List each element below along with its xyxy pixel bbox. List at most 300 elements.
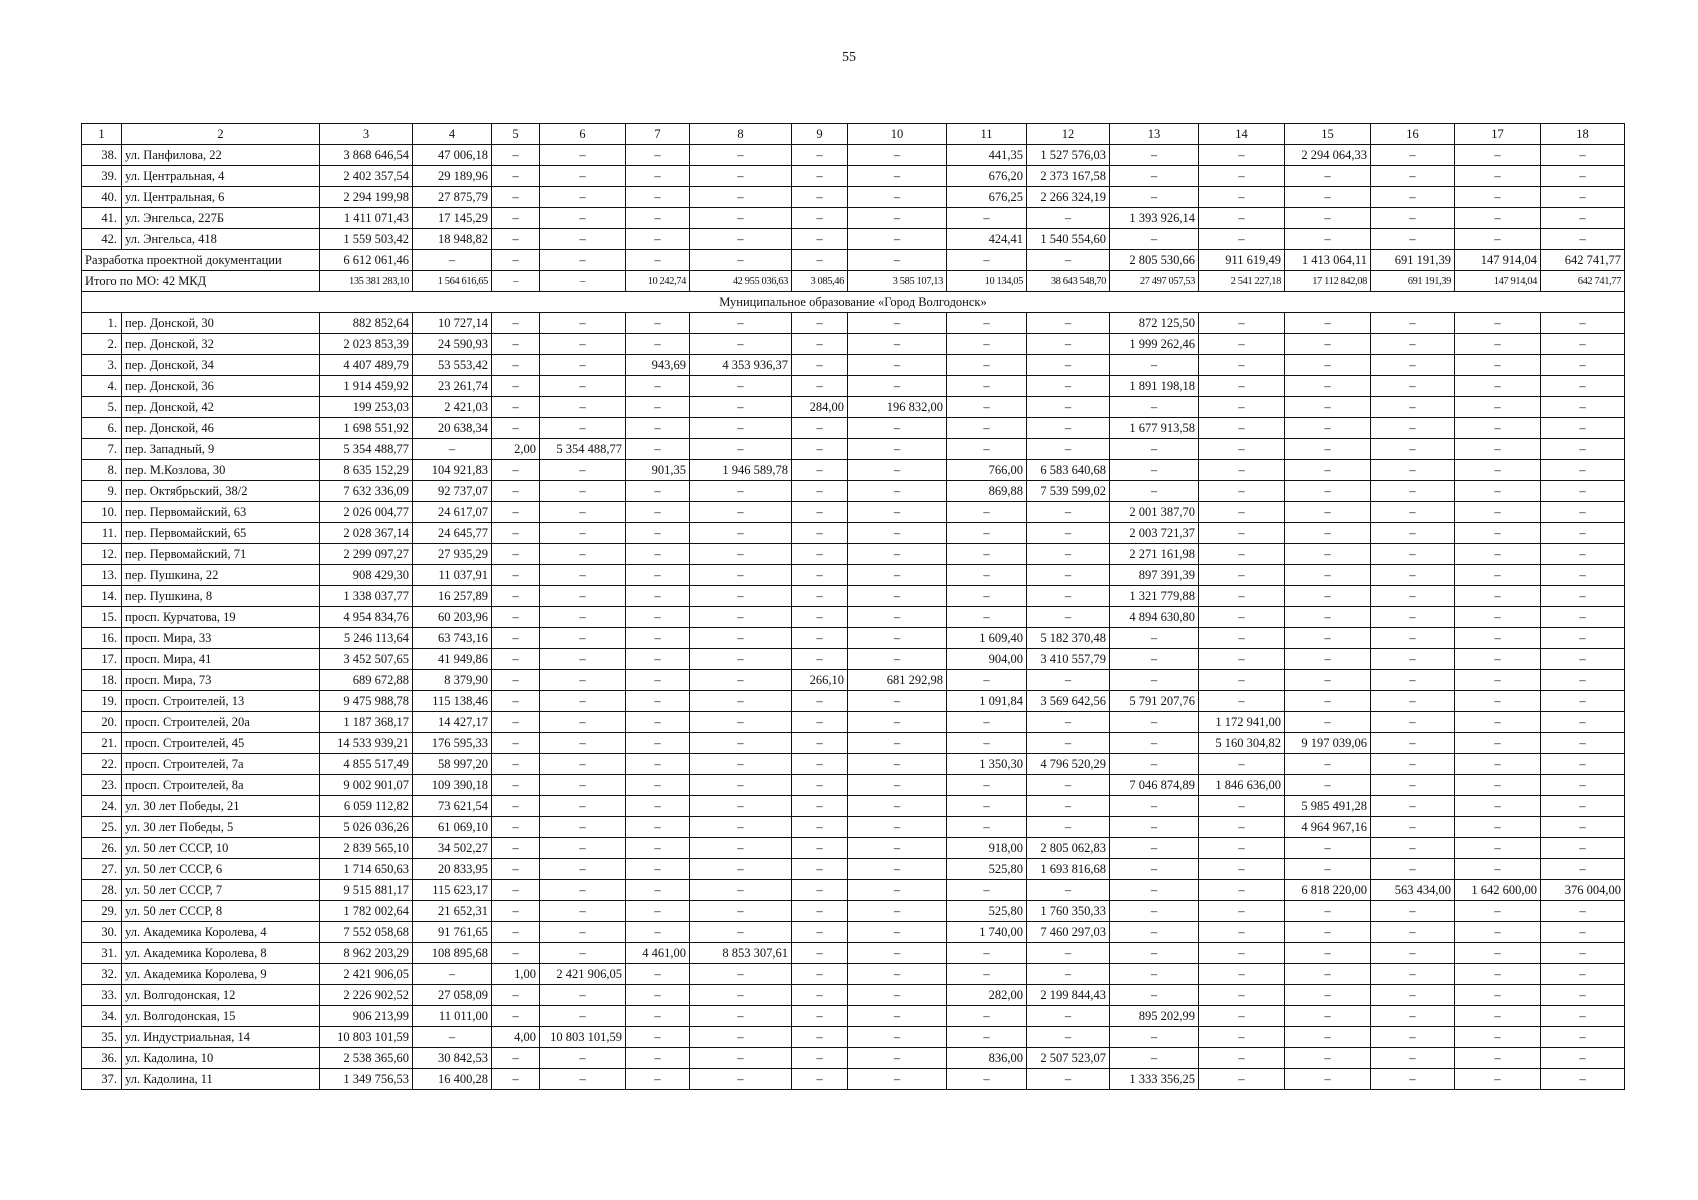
table-cell: 1 698 551,92	[320, 418, 413, 439]
table-cell: –	[540, 922, 626, 943]
table-cell: –	[792, 838, 848, 859]
address-cell: ул. Центральная, 6	[122, 187, 320, 208]
table-cell: –	[626, 502, 690, 523]
table-row	[82, 712, 1625, 733]
table-cell: –	[1027, 607, 1110, 628]
table-cell: –	[492, 838, 540, 859]
table-cell: –	[848, 145, 947, 166]
table-cell: 1 564 616,65	[413, 271, 492, 292]
column-number-cell: 16	[1371, 124, 1455, 145]
table-cell: –	[947, 1006, 1027, 1027]
table-cell: –	[848, 481, 947, 502]
row-index: 20.	[82, 712, 122, 733]
table-cell: –	[1455, 712, 1541, 733]
table-cell: –	[492, 859, 540, 880]
table-cell: –	[492, 691, 540, 712]
table-cell: 176 595,33	[413, 733, 492, 754]
address-cell: ул. Академика Королева, 8	[122, 943, 320, 964]
address-cell: просп. Строителей, 7а	[122, 754, 320, 775]
table-cell: –	[1199, 1048, 1285, 1069]
table-cell: –	[1199, 838, 1285, 859]
address-cell: ул. Академика Королева, 9	[122, 964, 320, 985]
table-cell: –	[1455, 964, 1541, 985]
address-cell: просп. Строителей, 20а	[122, 712, 320, 733]
table-cell: –	[848, 880, 947, 901]
table-cell: –	[848, 901, 947, 922]
table-cell: –	[540, 943, 626, 964]
table-cell: –	[1285, 376, 1371, 397]
table-cell: 691 191,39	[1371, 271, 1455, 292]
table-cell: –	[947, 376, 1027, 397]
address-cell: просп. Строителей, 13	[122, 691, 320, 712]
table-cell: –	[792, 901, 848, 922]
table-cell: –	[690, 481, 792, 502]
table-cell: 147 914,04	[1455, 250, 1541, 271]
table-cell: –	[492, 670, 540, 691]
table-cell: –	[1110, 712, 1199, 733]
table-cell: –	[1371, 208, 1455, 229]
table-cell: –	[1199, 607, 1285, 628]
table-cell: –	[947, 607, 1027, 628]
table-cell: 7 539 599,02	[1027, 481, 1110, 502]
table-cell: 53 553,42	[413, 355, 492, 376]
table-cell: –	[1541, 187, 1625, 208]
table-cell: 2 023 853,39	[320, 334, 413, 355]
table-cell: 2 199 844,43	[1027, 985, 1110, 1006]
table-row	[82, 985, 1625, 1006]
table-cell: 2 028 367,14	[320, 523, 413, 544]
table-cell: –	[690, 691, 792, 712]
table-cell: –	[1541, 1027, 1625, 1048]
row-index: 32.	[82, 964, 122, 985]
table-cell: –	[1285, 544, 1371, 565]
address-cell: просп. Мира, 73	[122, 670, 320, 691]
table-cell: –	[626, 1006, 690, 1027]
table-cell: –	[947, 208, 1027, 229]
table-cell: –	[540, 733, 626, 754]
table-cell: –	[540, 775, 626, 796]
table-cell: –	[1371, 922, 1455, 943]
table-cell: 196 832,00	[848, 397, 947, 418]
table-cell: 676,25	[947, 187, 1027, 208]
table-cell: –	[1455, 859, 1541, 880]
table-cell: –	[1455, 418, 1541, 439]
table-cell: 109 390,18	[413, 775, 492, 796]
table-row	[82, 901, 1625, 922]
table-cell: 1 321 779,88	[1110, 586, 1199, 607]
table-row	[82, 166, 1625, 187]
table-cell: –	[947, 964, 1027, 985]
row-index: 8.	[82, 460, 122, 481]
table-cell: –	[1455, 1069, 1541, 1090]
table-cell: –	[1199, 460, 1285, 481]
table-cell: –	[1371, 985, 1455, 1006]
table-cell: 199 253,03	[320, 397, 413, 418]
table-cell: –	[492, 313, 540, 334]
table-cell: –	[1371, 670, 1455, 691]
table-cell: –	[1541, 1069, 1625, 1090]
table-cell: 6 059 112,82	[320, 796, 413, 817]
table-cell: –	[1027, 565, 1110, 586]
table-cell: 108 895,68	[413, 943, 492, 964]
section-title: Муниципальное образование «Город Волгодонск»	[82, 292, 1625, 313]
table-cell: 1 349 756,53	[320, 1069, 413, 1090]
table-cell: –	[1455, 481, 1541, 502]
table-cell: 5 354 488,77	[320, 439, 413, 460]
table-cell: 30 842,53	[413, 1048, 492, 1069]
row-index: 6.	[82, 418, 122, 439]
table-cell: –	[492, 901, 540, 922]
table-cell: 284,00	[792, 397, 848, 418]
table-cell: –	[792, 733, 848, 754]
column-number-cell: 11	[947, 124, 1027, 145]
table-cell: 11 011,00	[413, 1006, 492, 1027]
table-cell: –	[1455, 628, 1541, 649]
table-row	[82, 754, 1625, 775]
table-cell: 681 292,98	[848, 670, 947, 691]
row-index: 33.	[82, 985, 122, 1006]
table-cell: –	[1285, 712, 1371, 733]
table-cell: –	[792, 418, 848, 439]
table-cell: –	[540, 859, 626, 880]
table-cell: –	[1541, 397, 1625, 418]
table-cell: –	[1371, 187, 1455, 208]
table-cell: –	[690, 796, 792, 817]
table-cell: –	[1541, 166, 1625, 187]
table-cell: –	[1285, 334, 1371, 355]
table-cell: 8 853 307,61	[690, 943, 792, 964]
table-cell: –	[690, 1027, 792, 1048]
table-cell: 2 421 906,05	[540, 964, 626, 985]
table-cell: –	[626, 439, 690, 460]
table-cell: –	[690, 397, 792, 418]
table-cell: –	[540, 985, 626, 1006]
table-cell: 2 294 199,98	[320, 187, 413, 208]
row-label: Разработка проектной документации	[82, 250, 320, 271]
table-row	[82, 607, 1625, 628]
table-cell: –	[540, 1006, 626, 1027]
table-cell: –	[1285, 586, 1371, 607]
table-cell: –	[1371, 586, 1455, 607]
table-cell: –	[1199, 985, 1285, 1006]
table-cell: –	[1199, 922, 1285, 943]
table-cell: –	[1371, 691, 1455, 712]
table-row	[82, 880, 1625, 901]
table-cell: –	[626, 985, 690, 1006]
table-cell: 897 391,39	[1110, 565, 1199, 586]
table-cell: –	[540, 460, 626, 481]
table-cell: –	[1285, 523, 1371, 544]
table-cell: –	[1285, 565, 1371, 586]
table-cell: –	[492, 271, 540, 292]
table-cell: –	[947, 544, 1027, 565]
table-cell: –	[1455, 1027, 1541, 1048]
table-cell: –	[947, 418, 1027, 439]
table-cell: –	[848, 502, 947, 523]
table-cell: –	[848, 691, 947, 712]
table-cell: 41 949,86	[413, 649, 492, 670]
table-cell: –	[1110, 166, 1199, 187]
table-cell: 7 632 336,09	[320, 481, 413, 502]
table-cell: –	[1371, 166, 1455, 187]
table-cell: –	[413, 250, 492, 271]
table-cell: –	[540, 1069, 626, 1090]
table-cell: –	[1110, 838, 1199, 859]
address-cell: ул. Энгельса, 418	[122, 229, 320, 250]
table-cell: 5 354 488,77	[540, 439, 626, 460]
table-cell: 6 818 220,00	[1285, 880, 1371, 901]
table-cell: –	[1541, 649, 1625, 670]
table-cell: 872 125,50	[1110, 313, 1199, 334]
table-cell: 2 271 161,98	[1110, 544, 1199, 565]
table-cell: –	[1455, 229, 1541, 250]
table-cell: –	[626, 544, 690, 565]
table-cell: –	[626, 649, 690, 670]
table-cell: –	[1110, 796, 1199, 817]
table-cell: 17 112 842,08	[1285, 271, 1371, 292]
address-cell: пер. Пушкина, 8	[122, 586, 320, 607]
table-cell: –	[492, 523, 540, 544]
table-cell: –	[1199, 565, 1285, 586]
table-cell: –	[792, 376, 848, 397]
table-cell: 2 373 167,58	[1027, 166, 1110, 187]
column-number-cell: 3	[320, 124, 413, 145]
table-cell: –	[848, 712, 947, 733]
table-cell: –	[540, 418, 626, 439]
table-cell: 1 946 589,78	[690, 460, 792, 481]
table-cell: –	[1541, 1048, 1625, 1069]
table-cell: 11 037,91	[413, 565, 492, 586]
table-cell: –	[1541, 607, 1625, 628]
table-cell: –	[1285, 607, 1371, 628]
table-cell: –	[1285, 1027, 1371, 1048]
table-cell: 5 182 370,48	[1027, 628, 1110, 649]
table-cell: –	[1371, 1069, 1455, 1090]
row-index: 35.	[82, 1027, 122, 1048]
table-cell: –	[1110, 439, 1199, 460]
table-cell: –	[848, 187, 947, 208]
table-cell: 4,00	[492, 1027, 540, 1048]
table-cell: –	[1541, 901, 1625, 922]
table-cell: –	[626, 166, 690, 187]
table-cell: 1 846 636,00	[1199, 775, 1285, 796]
table-cell: –	[690, 376, 792, 397]
table-cell: 1 411 071,43	[320, 208, 413, 229]
table-cell: –	[1541, 313, 1625, 334]
table-cell: –	[1110, 145, 1199, 166]
table-cell: –	[626, 187, 690, 208]
table-cell: –	[848, 1027, 947, 1048]
table-cell: 689 672,88	[320, 670, 413, 691]
table-cell: 9 197 039,06	[1285, 733, 1371, 754]
table-cell: –	[1285, 859, 1371, 880]
table-cell: –	[626, 712, 690, 733]
table-cell: 882 852,64	[320, 313, 413, 334]
table-cell: 17 145,29	[413, 208, 492, 229]
table-cell: –	[626, 670, 690, 691]
table-cell: –	[1285, 1069, 1371, 1090]
table-cell: 376 004,00	[1541, 880, 1625, 901]
table-cell: –	[848, 796, 947, 817]
table-cell: 47 006,18	[413, 145, 492, 166]
table-cell: 1 760 350,33	[1027, 901, 1110, 922]
table-cell: –	[1199, 796, 1285, 817]
table-cell: –	[1110, 964, 1199, 985]
table-cell: –	[1199, 481, 1285, 502]
table-cell: –	[540, 901, 626, 922]
table-cell: –	[792, 460, 848, 481]
row-index: 19.	[82, 691, 122, 712]
table-cell: –	[626, 607, 690, 628]
table-row	[82, 439, 1625, 460]
table-cell: –	[492, 187, 540, 208]
column-number-cell: 1	[82, 124, 122, 145]
table-cell: –	[1541, 838, 1625, 859]
address-cell: ул. Энгельса, 227Б	[122, 208, 320, 229]
table-cell: –	[1285, 964, 1371, 985]
table-cell: –	[690, 733, 792, 754]
table-cell: 1 333 356,25	[1110, 1069, 1199, 1090]
table-cell: 2 266 324,19	[1027, 187, 1110, 208]
table-cell: 1 740,00	[947, 922, 1027, 943]
table-cell: 1 642 600,00	[1455, 880, 1541, 901]
table-cell: –	[1199, 355, 1285, 376]
address-cell: ул. Индустриальная, 14	[122, 1027, 320, 1048]
table-cell: –	[1285, 901, 1371, 922]
table-cell: –	[1541, 229, 1625, 250]
table-cell: 282,00	[947, 985, 1027, 1006]
table-cell: –	[540, 649, 626, 670]
table-cell: –	[1285, 229, 1371, 250]
table-cell: –	[492, 229, 540, 250]
table-cell: –	[848, 208, 947, 229]
table-cell: –	[1199, 229, 1285, 250]
table-cell: –	[626, 628, 690, 649]
table-cell: 7 460 297,03	[1027, 922, 1110, 943]
table-cell: –	[690, 502, 792, 523]
table-cell: –	[1027, 544, 1110, 565]
table-cell: –	[848, 523, 947, 544]
table-cell: –	[1455, 355, 1541, 376]
table-cell: –	[626, 523, 690, 544]
table-cell: 2 541 227,18	[1199, 271, 1285, 292]
table-cell: –	[1110, 922, 1199, 943]
table-cell: –	[1285, 481, 1371, 502]
table-cell: 1 914 459,92	[320, 376, 413, 397]
table-cell: –	[792, 439, 848, 460]
table-cell: –	[947, 796, 1027, 817]
table-cell: –	[1541, 712, 1625, 733]
table-cell: –	[1455, 985, 1541, 1006]
table-cell: 115 138,46	[413, 691, 492, 712]
table-row	[82, 733, 1625, 754]
table-cell: 18 948,82	[413, 229, 492, 250]
table-row	[82, 460, 1625, 481]
table-cell: 24 645,77	[413, 523, 492, 544]
row-index: 40.	[82, 187, 122, 208]
column-number-row	[82, 124, 1625, 145]
table-cell: 266,10	[792, 670, 848, 691]
table-cell: 58 997,20	[413, 754, 492, 775]
table-row	[82, 775, 1625, 796]
table-row	[82, 586, 1625, 607]
table-cell: –	[690, 145, 792, 166]
table-cell: –	[1371, 628, 1455, 649]
table-cell: –	[1285, 985, 1371, 1006]
table-cell: 24 590,93	[413, 334, 492, 355]
table-cell: –	[492, 418, 540, 439]
table-cell: –	[540, 838, 626, 859]
table-cell: –	[1371, 733, 1455, 754]
table-cell: 23 261,74	[413, 376, 492, 397]
table-cell: –	[848, 313, 947, 334]
table-cell: 7 552 058,68	[320, 922, 413, 943]
table-cell: –	[540, 313, 626, 334]
table-cell: –	[792, 964, 848, 985]
table-cell: –	[792, 628, 848, 649]
table-cell: 1 338 037,77	[320, 586, 413, 607]
table-cell: 918,00	[947, 838, 1027, 859]
table-cell: –	[690, 754, 792, 775]
table-cell: 4 461,00	[626, 943, 690, 964]
table-cell: –	[848, 817, 947, 838]
table-cell: –	[690, 628, 792, 649]
table-cell: –	[540, 187, 626, 208]
row-index: 4.	[82, 376, 122, 397]
table-cell: –	[1455, 313, 1541, 334]
table-cell: –	[792, 502, 848, 523]
column-number-cell: 15	[1285, 124, 1371, 145]
table-cell: 10 242,74	[626, 271, 690, 292]
table-cell: 91 761,65	[413, 922, 492, 943]
table-cell: –	[848, 733, 947, 754]
row-index: 42.	[82, 229, 122, 250]
table-cell: –	[792, 145, 848, 166]
table-cell: –	[947, 1069, 1027, 1090]
table-cell: –	[1541, 439, 1625, 460]
table-cell: –	[1371, 397, 1455, 418]
table-cell: –	[1199, 313, 1285, 334]
table-row	[82, 418, 1625, 439]
table-cell: 911 619,49	[1199, 250, 1285, 271]
table-cell: –	[848, 922, 947, 943]
table-cell: –	[1371, 523, 1455, 544]
address-cell: ул. Панфилова, 22	[122, 145, 320, 166]
table-cell: –	[1285, 187, 1371, 208]
table-cell: –	[792, 187, 848, 208]
table-cell: –	[792, 796, 848, 817]
table-cell: –	[492, 1006, 540, 1027]
table-cell: –	[1455, 670, 1541, 691]
table-cell: –	[1371, 964, 1455, 985]
table-cell: –	[1541, 544, 1625, 565]
table-cell: –	[848, 1069, 947, 1090]
row-index: 7.	[82, 439, 122, 460]
table-cell: 895 202,99	[1110, 1006, 1199, 1027]
table-cell: –	[690, 817, 792, 838]
address-cell: ул. Кадолина, 10	[122, 1048, 320, 1069]
table-cell: –	[626, 796, 690, 817]
table-cell: –	[1027, 670, 1110, 691]
column-number-cell: 18	[1541, 124, 1625, 145]
table-cell: –	[1199, 880, 1285, 901]
table-cell: –	[792, 775, 848, 796]
table-cell: 2 421,03	[413, 397, 492, 418]
column-number-cell: 5	[492, 124, 540, 145]
table-cell: 1 393 926,14	[1110, 208, 1199, 229]
table-cell: –	[792, 691, 848, 712]
table-cell: 10 134,05	[947, 271, 1027, 292]
